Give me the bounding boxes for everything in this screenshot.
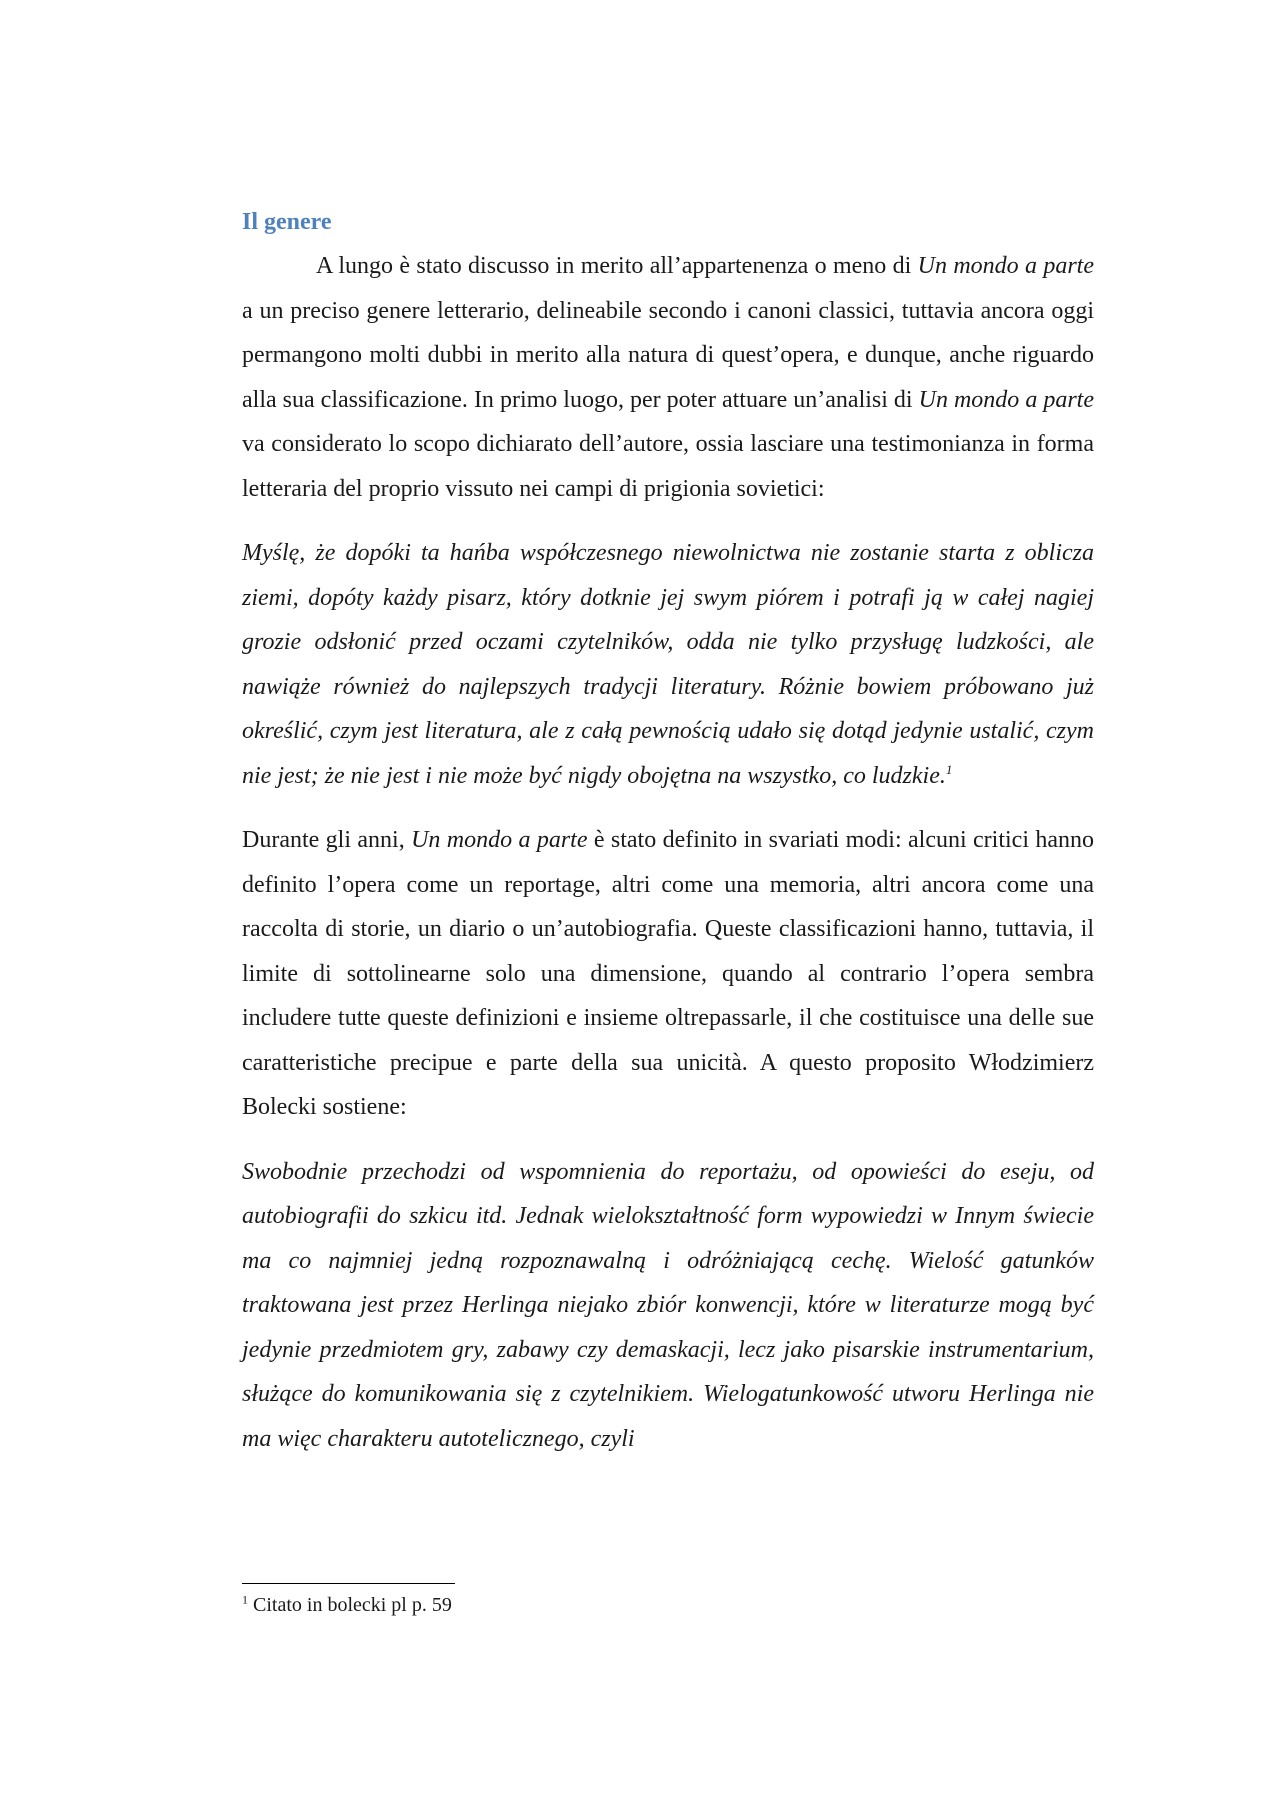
block-quote-2 (242, 1150, 1094, 1462)
quote-text: Swobodnie przechodzi od wspomnienia do reportażu, od opowieści do eseju, od autobiografii do szkicu itd. Jednak wielokształtność form wypowiedzi w Innym świecie ma co najmniej jedną rozpoznawalną i odróżniającą cechę. Wielość gatunków traktowana jest przez Herlinga niejako zbiór konwencji, które w literaturze mogą być jedynie przedmiotem gry, zabawy czy demaskacji, lecz jako pisarskie instrumentarium, służące do komunikowania się z czytelnikiem. Wielogatunkowość utworu Herlinga nie ma więc charakteru autotelicznego, czyli (242, 1158, 1094, 1452)
paragraph-intro (242, 244, 1094, 511)
footnote-reference[interactable]: 1 (945, 761, 953, 777)
book-title: Un mondo a parte (411, 827, 588, 853)
text-run: è stato definito in svariati modi: alcuni critici hanno definito l’opera come un reportage, altri come una memoria, altri ancora come una raccolta di storie, un diario o un’autobiografia. Queste classificazioni hanno, tuttavia, il limite di sottolinearne solo una dimensione, quando al contrario l’opera sembra includere tutte queste definizioni e insieme oltrepassarle, il che costituisce una delle sue caratteristiche precipue e parte della sua unicità. A questo proposito Włodzimierz Bolecki sostiene: (242, 827, 1095, 1120)
book-title: Un mondo a parte (917, 253, 1094, 279)
paragraph-genres (242, 818, 1094, 1130)
text-run: A lungo è stato discusso in merito all’appartenenza o meno di (316, 253, 918, 279)
section-heading: Il genere (242, 209, 332, 235)
footnote (242, 1592, 452, 1618)
text-run: a un preciso genere letterario, delineabile secondo i canoni classici, tuttavia ancora oggi permangono molti dubbi in merito alla natura di quest’opera, e dunque, anche riguardo alla sua classificazione. In primo luogo, per poter attuare un’analisi di (242, 297, 1094, 413)
quote-text: Myślę, że dopóki ta hańba współczesnego niewolnictwa nie zostanie starta z oblicza ziemi, dopóty każdy pisarz, który dotknie jej swym piórem i potrafi ją w całej nagiej grozie odsłonić przed oczami czytelników, odda nie tylko przysługę ludzkości, ale nawiąże również do najlepszych tradycji literatury. Różnie bowiem próbowano już określić, czym jest literatura, ale z całą pewnością udało się dotąd jedynie ustalić, czym nie jest; że nie jest i nie może być nigdy obojętna na wszystko, co ludzkie. (242, 540, 1094, 789)
page-body (242, 200, 1094, 1461)
text-run: va considerato lo scopo dichiarato dell’autore, ossia lasciare una testimonianza in forma letteraria del proprio vissuto nei campi di prigionia sovietici: (242, 431, 1094, 502)
block-quote-1 (242, 531, 1094, 798)
footnote-separator (242, 1583, 455, 1584)
footnote-text: Citato in bolecki pl p. 59 (248, 1594, 452, 1616)
footnote-number: 1 (242, 1592, 248, 1607)
text-run: Durante gli anni, (242, 827, 412, 853)
book-title: Un mondo a parte (918, 386, 1094, 413)
